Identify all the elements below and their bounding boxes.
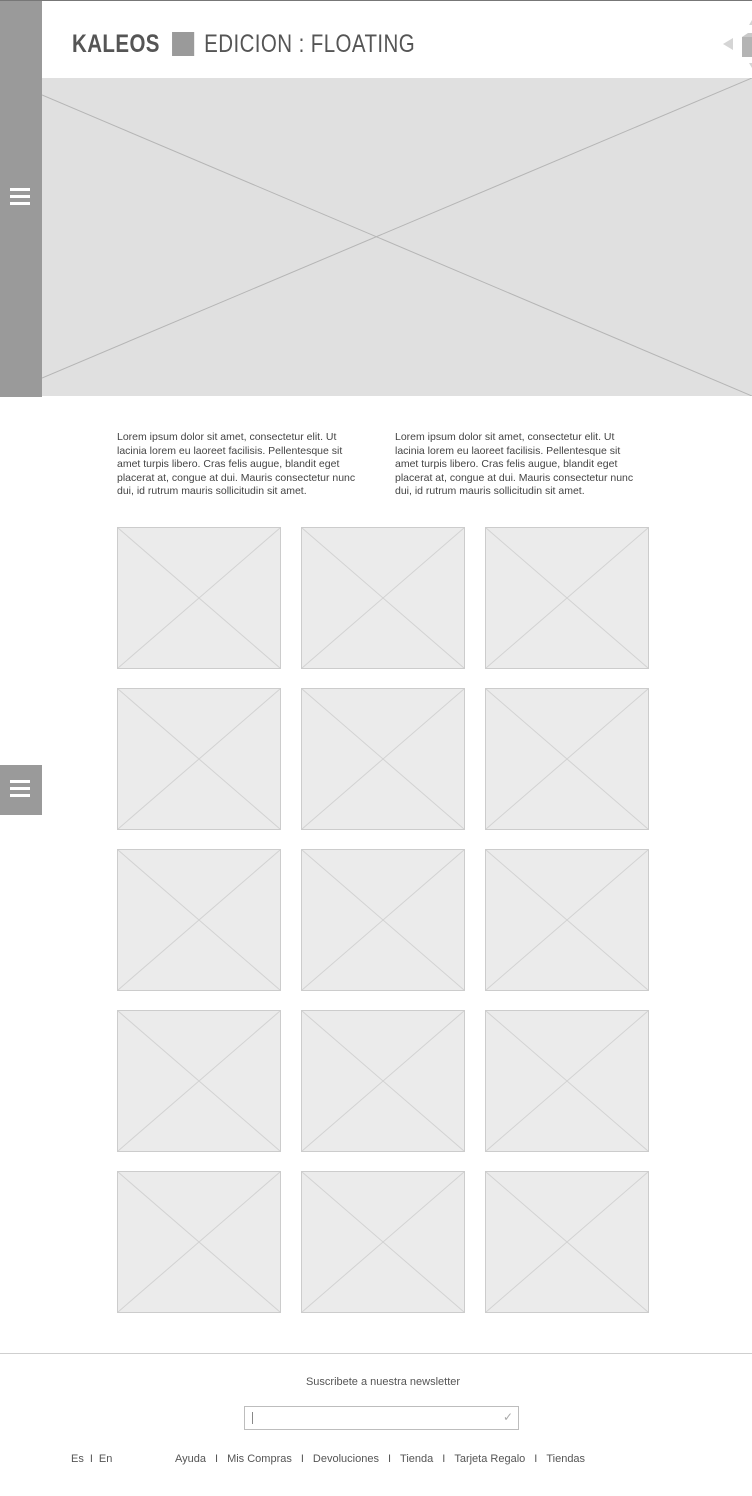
product-thumbnail[interactable] [485,527,649,669]
product-thumbnail[interactable] [117,849,281,991]
link-separator: I [442,1453,446,1465]
product-grid [117,527,649,1313]
footer-links [175,1453,585,1465]
footer-divider [0,1353,752,1354]
product-thumbnail[interactable] [301,527,465,669]
product-thumbnail[interactable] [485,688,649,830]
link-separator: I [300,1453,304,1465]
header [42,1,752,78]
logo-square [172,32,194,56]
hero-image-placeholder [42,78,752,396]
cube-icon[interactable] [739,31,752,59]
newsletter-label: Suscribete a nuestra newsletter [305,1376,461,1388]
footer-link-devoluciones[interactable]: Devoluciones [312,1453,379,1465]
logo[interactable] [72,28,415,60]
language-es[interactable]: Es [71,1453,84,1465]
menu-icon[interactable] [10,188,30,209]
newsletter-form [244,1406,519,1430]
footer-link-ayuda[interactable]: Ayuda [175,1453,206,1465]
intro-text-column-2: Lorem ipsum dolor sit amet, consectetur elit. Ut lacinia lorem eu laoreet facilisis. Pellentesque sit amet turpis libero. Cras felis augue, blandit eget placerat at, congue at dui. Mauris consectetur nunc dui, id rutrum mauris sollicitudin sit amet. [395,431,634,497]
product-thumbnail[interactable] [117,688,281,830]
text-cursor [252,1412,253,1424]
product-thumbnail[interactable] [485,1010,649,1152]
brand-name: KALEOS [72,29,160,58]
arrow-left-icon[interactable] [723,38,733,50]
floating-menu-button[interactable] [0,765,42,815]
link-separator: I [215,1453,219,1465]
language-en[interactable]: En [98,1453,113,1465]
product-thumbnail[interactable] [485,1171,649,1313]
product-thumbnail[interactable] [301,688,465,830]
language-separator: I [89,1453,93,1465]
check-icon[interactable]: ✓ [502,1410,513,1424]
newsletter-email-input[interactable] [245,1407,493,1429]
sidebar [0,1,42,397]
menu-icon [10,780,30,801]
product-thumbnail[interactable] [117,1010,281,1152]
language-switcher [71,1453,112,1465]
link-separator: I [387,1453,392,1465]
footer-link-tienda[interactable]: Tienda [400,1453,434,1465]
intro-text-column-1: Lorem ipsum dolor sit amet, consectetur elit. Ut lacinia lorem eu laoreet facilisis. Pellentesque sit amet turpis libero. Cras felis augue, blandit eget placerat at, congue at dui. Mauris consectetur nunc dui, id rutrum mauris sollicitudin sit amet. [117,431,356,497]
edition-title: EDICION : FLOATING [204,29,416,58]
product-thumbnail[interactable] [117,527,281,669]
footer-link-mis-compras[interactable]: Mis Compras [227,1453,292,1465]
product-thumbnail[interactable] [117,1171,281,1313]
navigation-widget [722,13,752,75]
footer-link-tiendas[interactable]: Tiendas [546,1453,586,1465]
footer-link-tarjeta-regalo[interactable]: Tarjeta Regalo [454,1453,526,1465]
link-separator: I [534,1453,538,1465]
product-thumbnail[interactable] [301,1171,465,1313]
product-thumbnail[interactable] [301,1010,465,1152]
product-thumbnail[interactable] [485,849,649,991]
product-thumbnail[interactable] [301,849,465,991]
